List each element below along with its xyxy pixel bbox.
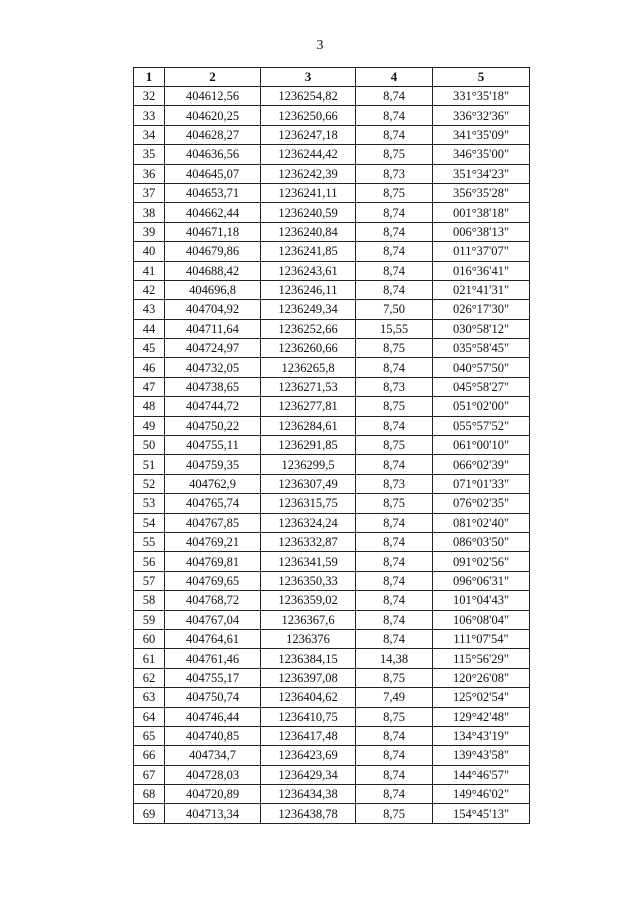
bearing-cell: 351°34'23" [433, 164, 530, 183]
x-coordinate-cell: 404740,85 [165, 726, 261, 745]
bearing-cell: 091°02'56" [433, 552, 530, 571]
y-coordinate-cell: 1236247,18 [261, 125, 356, 144]
x-coordinate-cell: 404761,46 [165, 649, 261, 668]
distance-cell: 8,74 [356, 280, 433, 299]
distance-cell: 8,74 [356, 416, 433, 435]
point-number-cell: 33 [134, 106, 165, 125]
distance-cell: 8,74 [356, 455, 433, 474]
distance-cell: 8,74 [356, 532, 433, 551]
bearing-cell: 066°02'39" [433, 455, 530, 474]
y-coordinate-cell: 1236244,42 [261, 145, 356, 164]
bearing-cell: 081°02'40" [433, 513, 530, 532]
table-row [134, 532, 530, 551]
x-coordinate-cell: 404711,64 [165, 319, 261, 338]
point-number-cell: 57 [134, 571, 165, 590]
x-coordinate-cell: 404662,44 [165, 203, 261, 222]
column-header-1: 1 [134, 68, 165, 87]
bearing-cell: 076°02'35" [433, 494, 530, 513]
point-number-cell: 37 [134, 183, 165, 202]
x-coordinate-cell: 404732,05 [165, 358, 261, 377]
point-number-cell: 68 [134, 785, 165, 804]
table-row [134, 164, 530, 183]
distance-cell: 8,74 [356, 785, 433, 804]
table-row [134, 416, 530, 435]
table-row [134, 513, 530, 532]
table-row [134, 610, 530, 629]
x-coordinate-cell: 404769,21 [165, 532, 261, 551]
y-coordinate-cell: 1236332,87 [261, 532, 356, 551]
x-coordinate-cell: 404746,44 [165, 707, 261, 726]
y-coordinate-cell: 1236277,81 [261, 397, 356, 416]
table-header-row [134, 68, 530, 87]
bearing-cell: 061°00'10" [433, 436, 530, 455]
table-row [134, 106, 530, 125]
x-coordinate-cell: 404769,65 [165, 571, 261, 590]
distance-cell: 8,74 [356, 591, 433, 610]
distance-cell: 8,75 [356, 804, 433, 823]
point-number-cell: 49 [134, 416, 165, 435]
distance-cell: 8,75 [356, 707, 433, 726]
x-coordinate-cell: 404767,04 [165, 610, 261, 629]
y-coordinate-cell: 1236252,66 [261, 319, 356, 338]
point-number-cell: 44 [134, 319, 165, 338]
x-coordinate-cell: 404713,34 [165, 804, 261, 823]
bearing-cell: 346°35'00" [433, 145, 530, 164]
point-number-cell: 35 [134, 145, 165, 164]
x-coordinate-cell: 404755,11 [165, 436, 261, 455]
bearing-cell: 040°57'50" [433, 358, 530, 377]
x-coordinate-cell: 404620,25 [165, 106, 261, 125]
table-row [134, 319, 530, 338]
distance-cell: 8,75 [356, 145, 433, 164]
table-row [134, 183, 530, 202]
y-coordinate-cell: 1236434,38 [261, 785, 356, 804]
table-row [134, 746, 530, 765]
point-number-cell: 59 [134, 610, 165, 629]
distance-cell: 8,75 [356, 339, 433, 358]
table-row [134, 494, 530, 513]
point-number-cell: 64 [134, 707, 165, 726]
x-coordinate-cell: 404636,56 [165, 145, 261, 164]
y-coordinate-cell: 1236397,08 [261, 668, 356, 687]
x-coordinate-cell: 404696,8 [165, 280, 261, 299]
x-coordinate-cell: 404645,07 [165, 164, 261, 183]
distance-cell: 8,74 [356, 513, 433, 532]
bearing-cell: 111°07'54" [433, 629, 530, 648]
distance-cell: 8,74 [356, 629, 433, 648]
x-coordinate-cell: 404734,7 [165, 746, 261, 765]
point-number-cell: 63 [134, 688, 165, 707]
point-number-cell: 52 [134, 474, 165, 493]
x-coordinate-cell: 404765,74 [165, 494, 261, 513]
x-coordinate-cell: 404704,92 [165, 300, 261, 319]
bearing-cell: 016°36'41" [433, 261, 530, 280]
distance-cell: 8,75 [356, 668, 433, 687]
table-row [134, 474, 530, 493]
y-coordinate-cell: 1236350,33 [261, 571, 356, 590]
point-number-cell: 43 [134, 300, 165, 319]
x-coordinate-cell: 404750,74 [165, 688, 261, 707]
point-number-cell: 48 [134, 397, 165, 416]
column-header-4: 4 [356, 68, 433, 87]
distance-cell: 8,74 [356, 358, 433, 377]
x-coordinate-cell: 404612,56 [165, 87, 261, 106]
distance-cell: 8,73 [356, 164, 433, 183]
y-coordinate-cell: 1236240,84 [261, 222, 356, 241]
y-coordinate-cell: 1236438,78 [261, 804, 356, 823]
distance-cell: 8,74 [356, 106, 433, 125]
y-coordinate-cell: 1236243,61 [261, 261, 356, 280]
bearing-cell: 035°58'45" [433, 339, 530, 358]
bearing-cell: 139°43'58" [433, 746, 530, 765]
x-coordinate-cell: 404688,42 [165, 261, 261, 280]
y-coordinate-cell: 1236417,48 [261, 726, 356, 745]
column-header-5: 5 [433, 68, 530, 87]
x-coordinate-cell: 404750,22 [165, 416, 261, 435]
y-coordinate-cell: 1236404,62 [261, 688, 356, 707]
bearing-cell: 331°35'18" [433, 87, 530, 106]
point-number-cell: 66 [134, 746, 165, 765]
distance-cell: 8,73 [356, 474, 433, 493]
bearing-cell: 129°42'48" [433, 707, 530, 726]
table-row [134, 804, 530, 823]
point-number-cell: 58 [134, 591, 165, 610]
distance-cell: 8,75 [356, 397, 433, 416]
x-coordinate-cell: 404720,89 [165, 785, 261, 804]
point-number-cell: 55 [134, 532, 165, 551]
distance-cell: 8,74 [356, 746, 433, 765]
bearing-cell: 356°35'28" [433, 183, 530, 202]
coordinates-table [133, 67, 530, 824]
table-body [134, 87, 530, 824]
distance-cell: 8,74 [356, 571, 433, 590]
bearing-cell: 045°58'27" [433, 377, 530, 396]
table-row [134, 125, 530, 144]
x-coordinate-cell: 404764,61 [165, 629, 261, 648]
x-coordinate-cell: 404724,97 [165, 339, 261, 358]
point-number-cell: 54 [134, 513, 165, 532]
table-row [134, 785, 530, 804]
y-coordinate-cell: 1236423,69 [261, 746, 356, 765]
bearing-cell: 336°32'36" [433, 106, 530, 125]
y-coordinate-cell: 1236384,15 [261, 649, 356, 668]
distance-cell: 8,74 [356, 222, 433, 241]
y-coordinate-cell: 1236241,11 [261, 183, 356, 202]
bearing-cell: 144°46'57" [433, 765, 530, 784]
x-coordinate-cell: 404769,81 [165, 552, 261, 571]
bearing-cell: 106°08'04" [433, 610, 530, 629]
bearing-cell: 125°02'54" [433, 688, 530, 707]
y-coordinate-cell: 1236249,34 [261, 300, 356, 319]
bearing-cell: 026°17'30" [433, 300, 530, 319]
y-coordinate-cell: 1236324,24 [261, 513, 356, 532]
table-row [134, 436, 530, 455]
x-coordinate-cell: 404738,65 [165, 377, 261, 396]
x-coordinate-cell: 404768,72 [165, 591, 261, 610]
bearing-cell: 051°02'00" [433, 397, 530, 416]
bearing-cell: 115°56'29" [433, 649, 530, 668]
distance-cell: 8,75 [356, 494, 433, 513]
table-row [134, 339, 530, 358]
distance-cell: 8,74 [356, 203, 433, 222]
point-number-cell: 38 [134, 203, 165, 222]
table-row [134, 397, 530, 416]
y-coordinate-cell: 1236265,8 [261, 358, 356, 377]
column-header-3: 3 [261, 68, 356, 87]
table-row [134, 87, 530, 106]
bearing-cell: 071°01'33" [433, 474, 530, 493]
table-row [134, 707, 530, 726]
point-number-cell: 34 [134, 125, 165, 144]
y-coordinate-cell: 1236260,66 [261, 339, 356, 358]
y-coordinate-cell: 1236376 [261, 629, 356, 648]
x-coordinate-cell: 404744,72 [165, 397, 261, 416]
point-number-cell: 56 [134, 552, 165, 571]
distance-cell: 8,74 [356, 610, 433, 629]
y-coordinate-cell: 1236307,49 [261, 474, 356, 493]
point-number-cell: 65 [134, 726, 165, 745]
y-coordinate-cell: 1236271,53 [261, 377, 356, 396]
table-row [134, 629, 530, 648]
bearing-cell: 086°03'50" [433, 532, 530, 551]
point-number-cell: 60 [134, 629, 165, 648]
point-number-cell: 53 [134, 494, 165, 513]
distance-cell: 8,74 [356, 242, 433, 261]
bearing-cell: 149°46'02" [433, 785, 530, 804]
table-row [134, 668, 530, 687]
bearing-cell: 006°38'13" [433, 222, 530, 241]
y-coordinate-cell: 1236240,59 [261, 203, 356, 222]
bearing-cell: 001°38'18" [433, 203, 530, 222]
y-coordinate-cell: 1236284,61 [261, 416, 356, 435]
distance-cell: 8,74 [356, 261, 433, 280]
table-row [134, 571, 530, 590]
x-coordinate-cell: 404767,85 [165, 513, 261, 532]
distance-cell: 8,74 [356, 125, 433, 144]
y-coordinate-cell: 1236254,82 [261, 87, 356, 106]
y-coordinate-cell: 1236429,34 [261, 765, 356, 784]
point-number-cell: 45 [134, 339, 165, 358]
bearing-cell: 011°37'07" [433, 242, 530, 261]
point-number-cell: 42 [134, 280, 165, 299]
table-row [134, 358, 530, 377]
distance-cell: 8,74 [356, 552, 433, 571]
table-row [134, 280, 530, 299]
distance-cell: 14,38 [356, 649, 433, 668]
point-number-cell: 41 [134, 261, 165, 280]
point-number-cell: 40 [134, 242, 165, 261]
distance-cell: 7,49 [356, 688, 433, 707]
table-row [134, 552, 530, 571]
table-row [134, 726, 530, 745]
table-row [134, 222, 530, 241]
y-coordinate-cell: 1236410,75 [261, 707, 356, 726]
point-number-cell: 61 [134, 649, 165, 668]
y-coordinate-cell: 1236291,85 [261, 436, 356, 455]
distance-cell: 8,75 [356, 183, 433, 202]
point-number-cell: 69 [134, 804, 165, 823]
x-coordinate-cell: 404653,71 [165, 183, 261, 202]
distance-cell: 8,73 [356, 377, 433, 396]
distance-cell: 8,74 [356, 87, 433, 106]
distance-cell: 15,55 [356, 319, 433, 338]
y-coordinate-cell: 1236246,11 [261, 280, 356, 299]
x-coordinate-cell: 404628,27 [165, 125, 261, 144]
table-row [134, 261, 530, 280]
distance-cell: 8,74 [356, 765, 433, 784]
bearing-cell: 096°06'31" [433, 571, 530, 590]
table-row [134, 765, 530, 784]
point-number-cell: 50 [134, 436, 165, 455]
table-row [134, 377, 530, 396]
bearing-cell: 154°45'13" [433, 804, 530, 823]
y-coordinate-cell: 1236315,75 [261, 494, 356, 513]
y-coordinate-cell: 1236367,6 [261, 610, 356, 629]
bearing-cell: 341°35'09" [433, 125, 530, 144]
point-number-cell: 46 [134, 358, 165, 377]
column-header-2: 2 [165, 68, 261, 87]
y-coordinate-cell: 1236341,59 [261, 552, 356, 571]
x-coordinate-cell: 404759,35 [165, 455, 261, 474]
table-row [134, 300, 530, 319]
y-coordinate-cell: 1236299,5 [261, 455, 356, 474]
x-coordinate-cell: 404755,17 [165, 668, 261, 687]
distance-cell: 7,50 [356, 300, 433, 319]
point-number-cell: 36 [134, 164, 165, 183]
y-coordinate-cell: 1236250,66 [261, 106, 356, 125]
point-number-cell: 39 [134, 222, 165, 241]
table-row [134, 649, 530, 668]
table-row [134, 242, 530, 261]
bearing-cell: 120°26'08" [433, 668, 530, 687]
distance-cell: 8,75 [356, 436, 433, 455]
x-coordinate-cell: 404728,03 [165, 765, 261, 784]
x-coordinate-cell: 404762,9 [165, 474, 261, 493]
y-coordinate-cell: 1236241,85 [261, 242, 356, 261]
distance-cell: 8,74 [356, 726, 433, 745]
bearing-cell: 030°58'12" [433, 319, 530, 338]
table-row [134, 145, 530, 164]
y-coordinate-cell: 1236359,02 [261, 591, 356, 610]
point-number-cell: 67 [134, 765, 165, 784]
bearing-cell: 055°57'52" [433, 416, 530, 435]
table-row [134, 203, 530, 222]
table-row [134, 455, 530, 474]
bearing-cell: 021°41'31" [433, 280, 530, 299]
table-row [134, 688, 530, 707]
x-coordinate-cell: 404671,18 [165, 222, 261, 241]
page-number: 3 [316, 38, 324, 53]
y-coordinate-cell: 1236242,39 [261, 164, 356, 183]
point-number-cell: 47 [134, 377, 165, 396]
point-number-cell: 62 [134, 668, 165, 687]
bearing-cell: 101°04'43" [433, 591, 530, 610]
point-number-cell: 51 [134, 455, 165, 474]
point-number-cell: 32 [134, 87, 165, 106]
bearing-cell: 134°43'19" [433, 726, 530, 745]
table-row [134, 591, 530, 610]
x-coordinate-cell: 404679,86 [165, 242, 261, 261]
